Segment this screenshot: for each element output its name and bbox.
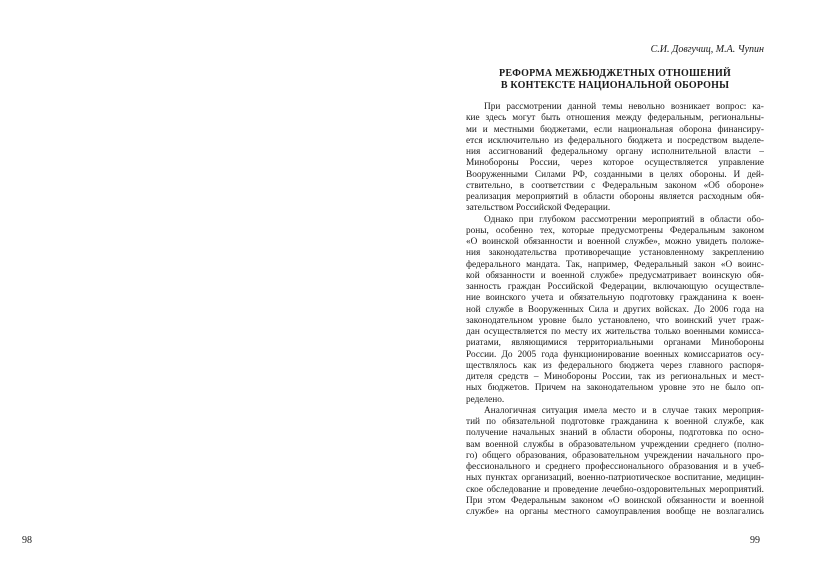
- text-line: тий по обязательной подготовке гражданина к военной службе, как: [466, 417, 764, 427]
- text-line: дан осуществляется по месту их жительства только военными комисса-: [466, 327, 764, 337]
- text-line: ния законодательства противоречащие установленному закреплению: [466, 248, 764, 259]
- page-number-left: 98: [22, 535, 32, 546]
- text-line: ных пунктах организаций, военно-патриотическое воспитание, медицин-: [466, 473, 764, 484]
- text-line: вам военной службы в образовательном учреждении среднего (полно-: [466, 439, 764, 450]
- text-line: «О воинской обязанности и военной службе», можно увидеть положе-: [466, 237, 764, 247]
- text-line: зательством Российской Федерации.: [466, 203, 611, 214]
- text-line: кие здесь могут быть отношения между федеральным, региональны-: [466, 113, 764, 124]
- text-line: Вооруженными Силами РФ, созданными в целях обороны. И дей-: [466, 169, 764, 180]
- text-line: службе» на органы местного самоуправления вообще не возлагались: [466, 507, 764, 517]
- text-line: ется исключительно из федерального бюджета и посредством выделе-: [466, 135, 764, 146]
- text-line: ределено.: [466, 394, 505, 405]
- article-title-line: РЕФОРМА МЕЖБЮДЖЕТНЫХ ОТНОШЕНИЙ: [499, 68, 731, 79]
- text-line: Аналогичная ситуация имела место и в случае таких мероприя-: [484, 405, 764, 416]
- text-line: ствительно, в соответствии с Федеральным законом «Об обороне»: [466, 180, 764, 191]
- page-number-right: 99: [750, 535, 760, 546]
- article-title-line: В КОНТЕКСТЕ НАЦИОНАЛЬНОЙ ОБОРОНЫ: [500, 80, 730, 91]
- text-line: ной службе в Вооруженных Сила и других войсках. До 2006 года на: [466, 304, 764, 315]
- text-line: Минобороны России, через которое осуществляется управление: [466, 158, 764, 169]
- text-line: законодательном уровне было установлено, что воинский учет граж-: [466, 315, 764, 326]
- text-line: ния ассигнований федеральному органу исполнительной власти –: [466, 147, 764, 157]
- text-line: ское обследование и проведение лечебно-оздоровительных мероприятий.: [466, 484, 764, 495]
- text-line: реализация мероприятий в области обороны является расходным обя-: [466, 192, 764, 202]
- text-line: При рассмотрении данной темы невольно возникает вопрос: ка-: [484, 102, 764, 112]
- article-body: [466, 102, 764, 518]
- running-head-authors: С.И. Довгучиц, М.А. Чупин: [650, 44, 764, 55]
- text-line: ние воинского учета и обязательную подготовку гражданина к воен-: [466, 293, 764, 304]
- text-line: го) общего образования, образовательном учреждении начального про-: [466, 450, 764, 461]
- text-line: фессионального и среднего профессионального образования и в учеб-: [466, 462, 764, 472]
- text-line: России. До 2005 года функционирование военных комиссариатов осу-: [466, 349, 764, 360]
- text-line: Однако при глубоком рассмотрении мероприятий в области обо-: [484, 214, 764, 225]
- text-line: риатами, являющимися территориальными органами Минобороны: [466, 338, 764, 349]
- text-line: ных бюджетов. Причем на законодательном уровне это не было оп-: [466, 383, 764, 394]
- text-line: При этом Федеральным законом «О воинской обязанности и военной: [466, 495, 764, 506]
- right-page: [410, 0, 820, 579]
- article-title: [466, 68, 764, 92]
- text-line: ми и местными бюджетами, если национальная оборона финансиру-: [466, 124, 764, 135]
- text-line: дителя средств – Минобороны России, так из региональных и мест-: [466, 372, 764, 382]
- text-line: получение начальных знаний в области обороны, подготовка по осно-: [466, 428, 764, 439]
- text-line: роны, особенно тех, которые предусмотрены Федеральным законом: [466, 225, 764, 236]
- text-line: ществлялось как из федерального бюджета через главного распоря-: [466, 360, 764, 371]
- text-line: кой обязанности и военной службе» предусматривает воинскую обя-: [466, 270, 764, 281]
- text-line: федерального мандата. Так, например, Федеральный закон «О воинс-: [466, 259, 764, 270]
- text-line: занность граждан Российской Федерации, включающую осуществле-: [466, 282, 764, 292]
